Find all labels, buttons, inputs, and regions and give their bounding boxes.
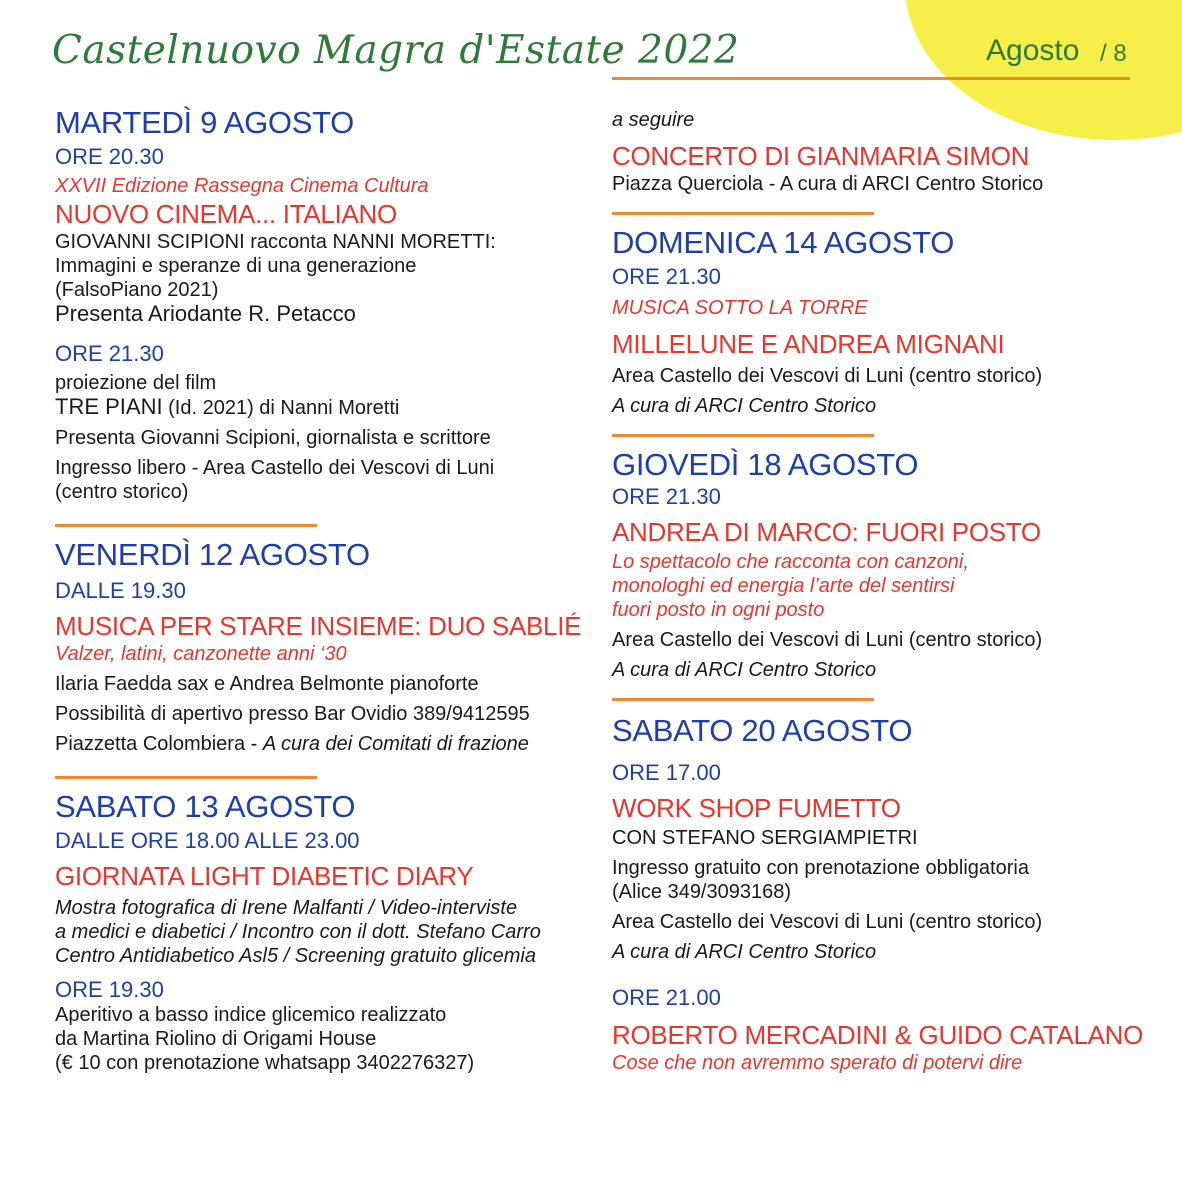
event-line: (Alice 349/3093168) [612, 881, 792, 903]
event-subtitle: Valzer, latini, canzonette anni ‘30 [55, 643, 347, 665]
film-line [55, 395, 585, 420]
event-time: ORE 21.30 [612, 484, 721, 509]
event-line: Aperitivo a basso indice glicemico realizzato [55, 1004, 447, 1026]
event-giovedi-18 [612, 447, 1152, 682]
page-number: / 8 [1100, 40, 1127, 67]
event-title: GIORNATA LIGHT DIABETIC DIARY [55, 861, 474, 891]
right-column [612, 108, 1152, 1075]
event-line: Ilaria Faedda sax e Andrea Belmonte pianoforte [55, 673, 479, 695]
event-place: Area Castello dei Vescovi di Luni (centro storico) [612, 911, 1043, 933]
event-sabato-20 [612, 713, 1152, 1075]
film-info: (Id. 2021) di Nanni Moretti [162, 397, 400, 419]
event-title: NUOVO CINEMA... ITALIANO [55, 199, 397, 229]
event-day: DOMENICA 14 AGOSTO [612, 225, 955, 260]
event-line: a medici e diabetici / Incontro con il dott. Stefano Carro [55, 921, 541, 943]
event-organizer: A cura di ARCI Centro Storico [612, 941, 877, 963]
event-line: (€ 10 con prenotazione whatsapp 3402276327) [55, 1052, 475, 1074]
event-time: ORE 17.00 [612, 760, 721, 785]
event-guest: CON STEFANO SERGIAMPIETRI [612, 827, 918, 849]
event-title: WORK SHOP FUMETTO [612, 793, 901, 823]
event-line: Presenta Giovanni Scipioni, giornalista e scrittore [55, 427, 491, 449]
event-time: ORE 21.00 [612, 985, 721, 1010]
event-sabato-13 [55, 789, 585, 1075]
event-organizer: A cura di ARCI Centro Storico [612, 659, 877, 681]
event-place: Area Castello dei Vescovi di Luni (centro storico) [612, 629, 1043, 651]
event-time: ORE 21.30 [55, 341, 164, 366]
month-label: Agosto [986, 34, 1080, 67]
header-rule [612, 77, 1130, 80]
event-time: DALLE ORE 18.00 ALLE 23.00 [55, 828, 360, 853]
event-title: MUSICA PER STARE INSIEME: DUO SABLIÉ [55, 611, 582, 641]
event-title: ROBERTO MERCADINI & GUIDO CATALANO [612, 1020, 1144, 1050]
event-day: MARTEDÌ 9 AGOSTO [55, 105, 354, 140]
event-title: ANDREA DI MARCO: FUORI POSTO [612, 517, 1041, 547]
event-line: Presenta Ariodante R. Petacco [55, 301, 356, 326]
event-line: Ingresso libero - Area Castello dei Vescovi di Luni [55, 457, 495, 479]
event-line: proiezione del film [55, 372, 217, 394]
event-description: fuori posto in ogni posto [612, 599, 825, 621]
event-line: Immagini e speranze di una generazione [55, 255, 417, 277]
place-name: Piazzetta Colombiera - [55, 733, 263, 755]
film-title: TRE PIANI [55, 394, 163, 419]
event-line: Centro Antidiabetico Asl5 / Screening gratuito glicemia [55, 945, 536, 967]
event-line: Mostra fotografica di Irene Malfanti / Video-interviste [55, 897, 518, 919]
event-martedi-9 [55, 105, 585, 504]
event-subtitle: MUSICA SOTTO LA TORRE [612, 297, 868, 319]
event-subtitle: Cose che non avremmo sperato di potervi dire [612, 1052, 1023, 1074]
event-time: ORE 19.30 [55, 977, 164, 1002]
place-organizer: A cura dei Comitati di frazione [262, 733, 529, 755]
event-domenica-14 [612, 225, 1152, 418]
event-day: VENERDÌ 12 AGOSTO [55, 537, 370, 572]
event-time: DALLE 19.30 [55, 578, 186, 603]
event-title: CONCERTO DI GIANMARIA SIMON [612, 141, 1030, 171]
event-follow [612, 108, 1152, 196]
event-place: Area Castello dei Vescovi di Luni (centro storico) [612, 365, 1043, 387]
event-time: ORE 20.30 [55, 144, 164, 169]
brand-title: Castelnuovo Magra d'Estate 2022 [52, 28, 740, 73]
left-column [55, 105, 585, 1075]
event-place: Piazza Querciola - A cura di ARCI Centro Storico [612, 173, 1044, 195]
event-line: Ingresso gratuito con prenotazione obbligatoria [612, 857, 1029, 879]
event-organizer: A cura di ARCI Centro Storico [612, 395, 877, 417]
event-line: (centro storico) [55, 481, 189, 503]
event-day: SABATO 13 AGOSTO [55, 789, 356, 824]
event-day: SABATO 20 AGOSTO [612, 713, 913, 748]
event-place [55, 732, 585, 756]
event-time: ORE 21.30 [612, 264, 721, 289]
event-line: da Martina Riolino di Origami House [55, 1028, 377, 1050]
follow-label: a seguire [612, 109, 695, 131]
event-line: Possibilità di apertivo presso Bar Ovidio 389/9412595 [55, 703, 530, 725]
event-day: GIOVEDÌ 18 AGOSTO [612, 447, 919, 482]
event-title: MILLELUNE E ANDREA MIGNANI [612, 329, 1005, 359]
event-description: Lo spettacolo che racconta con canzoni, [612, 551, 969, 573]
event-description: monologhi ed energia l’arte del sentirsi [612, 575, 955, 597]
event-subtitle: XXVII Edizione Rassegna Cinema Cultura [55, 175, 429, 197]
event-line: (FalsoPiano 2021) [55, 279, 219, 301]
event-venerdi-12 [55, 537, 585, 756]
event-line: GIOVANNI SCIPIONI racconta NANNI MORETTI: [55, 231, 496, 253]
